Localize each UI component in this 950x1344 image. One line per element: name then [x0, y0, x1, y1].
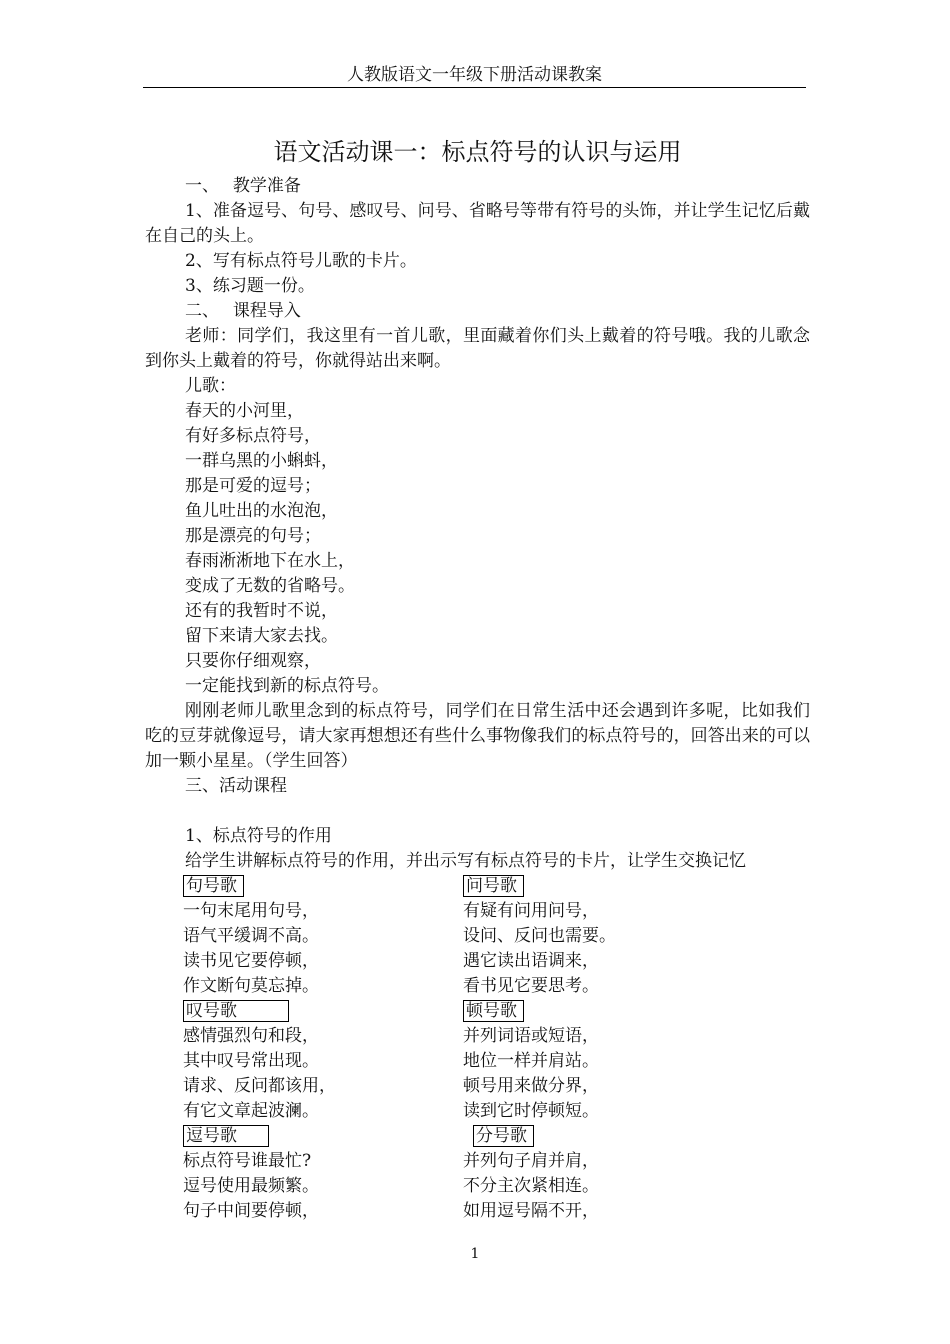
- song-line: 设问、反问也需要。: [463, 926, 616, 946]
- song-line: 顿号用来做分界，: [463, 1076, 599, 1096]
- poem: [145, 399, 810, 699]
- song-line: 读书见它要停顿，: [183, 951, 319, 971]
- song-line: 一句末尾用句号，: [183, 901, 319, 921]
- song-title-boxed: 句号歌: [183, 875, 244, 897]
- poem-line: 春天的小河里，: [185, 401, 304, 421]
- poem-line: 那是可爱的逗号；: [185, 476, 321, 496]
- song-title-boxed: 叹号歌: [183, 1000, 289, 1022]
- poem-line: 只要你仔细观察，: [185, 651, 321, 671]
- poem-line: 一群乌黑的小蝌蚪，: [185, 451, 338, 471]
- poem-line: 春雨淅淅地下在水上，: [185, 551, 355, 571]
- song-line: 遇它读出语调来，: [463, 951, 599, 971]
- song-line: 不分主次紧相连。: [463, 1176, 599, 1196]
- section-heading-1: 一、 教学准备: [185, 176, 301, 196]
- song-line: 如用逗号隔不开，: [463, 1201, 599, 1221]
- song-title-boxed: 顿号歌: [463, 1000, 524, 1022]
- subheading-1-desc: 给学生讲解标点符号的作用，并出示写有标点符号的卡片，让学生交换记忆: [185, 851, 746, 871]
- header-rule: [143, 87, 806, 88]
- poem-line: 鱼儿吐出的水泡泡，: [185, 501, 338, 521]
- song-line: 作文断句莫忘掉。: [183, 976, 319, 996]
- poem-line: 那是漂亮的句号；: [185, 526, 321, 546]
- song-label: 儿歌：: [185, 376, 236, 396]
- song-line: 句子中间要停顿，: [183, 1201, 319, 1221]
- song-line: 感情强烈句和段，: [183, 1026, 319, 1046]
- teacher-intro: 老师：同学们，我这里有一首儿歌，里面藏着你们头上戴着的符号哦。我的儿歌念到你头上戴着的符号，你就得站出来啊。: [145, 326, 810, 371]
- song-line: 语气平缓调不高。: [183, 926, 319, 946]
- poem-line: 变成了无数的省略号。: [185, 576, 355, 596]
- poem-line: 留下来请大家去找。: [185, 626, 338, 646]
- section-heading-2: 二、 课程导入: [185, 301, 301, 321]
- song-title-boxed: 分号歌: [473, 1125, 534, 1147]
- song-line: 逗号使用最频繁。: [183, 1176, 319, 1196]
- page-number: 1: [470, 1246, 480, 1262]
- song-line: 有它文章起波澜。: [183, 1101, 319, 1121]
- punctuation-songs: [145, 874, 810, 1224]
- poem-line: 还有的我暂时不说，: [185, 601, 338, 621]
- song-line: 读到它时停顿短。: [463, 1101, 599, 1121]
- blank-line: [145, 799, 810, 824]
- song-title-boxed: 问号歌: [463, 875, 524, 897]
- song-line: 有疑有问用问号，: [463, 901, 599, 921]
- prep-item-2: 2、写有标点符号儿歌的卡片。: [185, 251, 417, 271]
- song-line: 标点符号谁最忙?: [183, 1151, 312, 1171]
- prep-item-1: 1、准备逗号、句号、感叹号、问号、省略号等带有符号的头饰，并让学生记忆后戴在自己的头上。: [145, 201, 810, 246]
- document-body: [145, 130, 810, 1224]
- section-heading-3: 三、活动课程: [185, 776, 287, 796]
- song-line: 请求、反问都该用，: [183, 1076, 336, 1096]
- song-line: 地位一样并肩站。: [463, 1051, 599, 1071]
- subheading-1: 1、标点符号的作用: [185, 826, 332, 846]
- running-header: 人教版语文一年级下册活动课教案: [347, 65, 602, 85]
- poem-line: 有好多标点符号，: [185, 426, 321, 446]
- song-line: 看书见它要思考。: [463, 976, 599, 996]
- song-line: 其中叹号常出现。: [183, 1051, 319, 1071]
- song-line: 并列词语或短语，: [463, 1026, 599, 1046]
- after-poem-paragraph: 刚刚老师儿歌里念到的标点符号，同学们在日常生活中还会遇到许多呢，比如我们吃的豆芽就像逗号，请大家再想想还有些什么事物像我们的标点符号的，回答出来的可以加一颗小星星。（学生回答）: [145, 701, 810, 771]
- poem-line: 一定能找到新的标点符号。: [185, 676, 389, 696]
- song-title-boxed: 逗号歌: [183, 1125, 269, 1147]
- song-line: 并列句子肩并肩，: [463, 1151, 599, 1171]
- document-title: 语文活动课一：标点符号的认识与运用: [273, 138, 682, 166]
- prep-item-3: 3、练习题一份。: [185, 276, 315, 296]
